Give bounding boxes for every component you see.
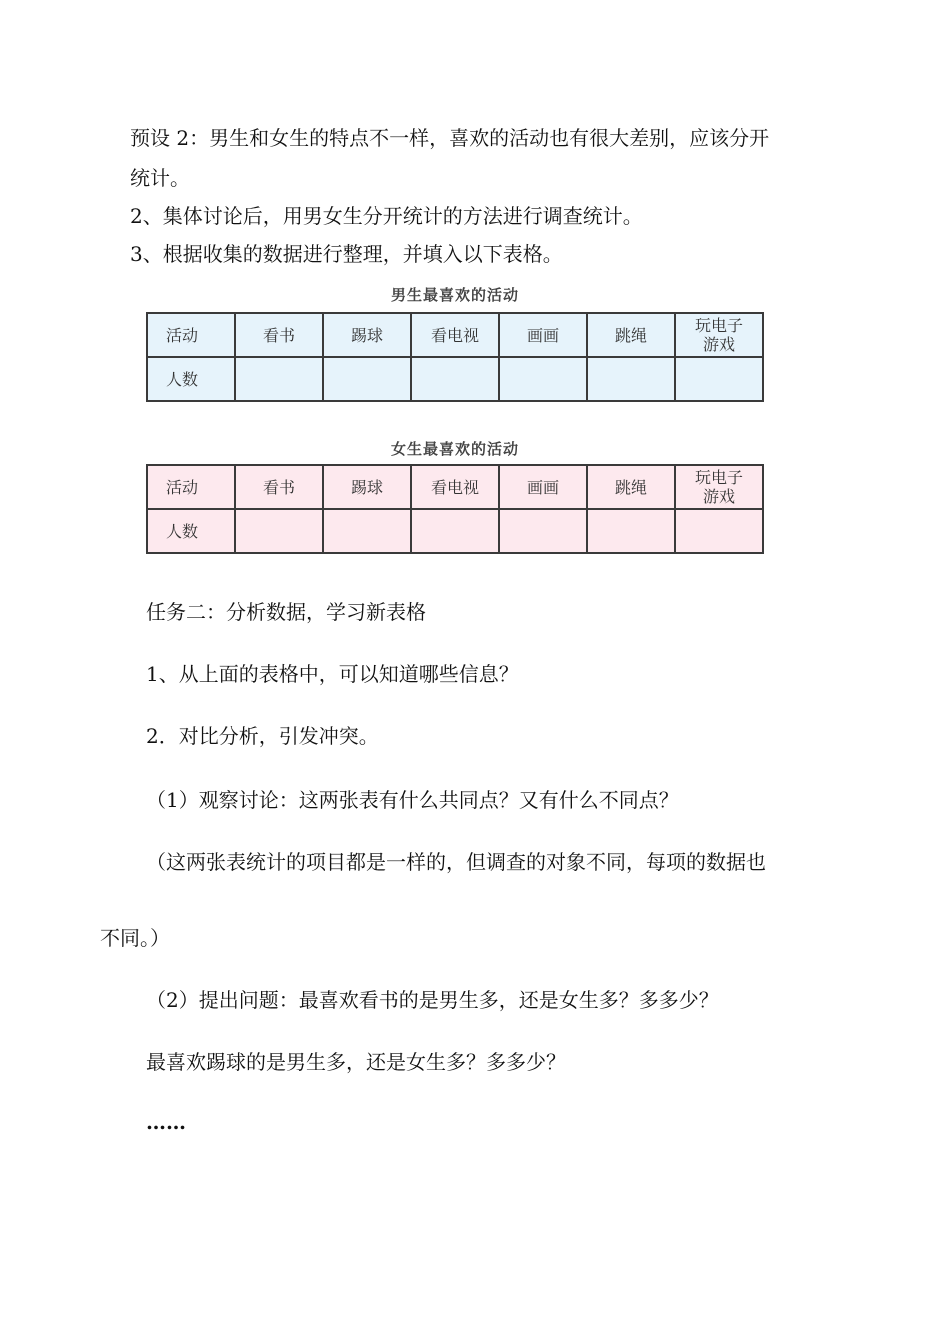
input-cell[interactable] — [499, 357, 587, 401]
table-cell: 看书 — [235, 313, 323, 357]
girls-activity-table — [146, 464, 764, 554]
input-cell[interactable] — [411, 357, 499, 401]
table-cell: 活动 — [147, 465, 235, 509]
table-cell: 人数 — [147, 509, 235, 553]
girls-table-title: 女生最喜欢的活动 — [390, 440, 519, 458]
input-cell[interactable] — [323, 509, 411, 553]
paragraph-step3: 3、根据收集的数据进行整理，并填入以下表格。 — [130, 242, 563, 266]
question-2: 2．对比分析，引发冲突。 — [146, 724, 379, 748]
table-cell: 玩电子游戏 — [675, 465, 763, 509]
input-cell[interactable] — [587, 357, 675, 401]
input-cell[interactable] — [675, 509, 763, 553]
input-cell[interactable] — [235, 357, 323, 401]
input-cell[interactable] — [235, 509, 323, 553]
paragraph-step2: 2、集体讨论后，用男女生分开统计的方法进行调查统计。 — [130, 204, 643, 228]
table-cell: 跳绳 — [587, 465, 675, 509]
table-cell: 踢球 — [323, 465, 411, 509]
paragraph-preset2: 预设 2：男生和女生的特点不一样，喜欢的活动也有很大差别，应该分开 — [130, 126, 770, 150]
input-cell[interactable] — [411, 509, 499, 553]
ellipsis: …… — [146, 1110, 186, 1134]
boys-activity-table — [146, 312, 764, 402]
answer-text: （这两张表统计的项目都是一样的，但调查的对象不同，每项的数据也 — [146, 850, 766, 874]
boys-table-title: 男生最喜欢的活动 — [390, 286, 519, 304]
table-row — [147, 313, 763, 357]
ask-question-2: 最喜欢踢球的是男生多，还是女生多？多多少？ — [146, 1050, 566, 1074]
paragraph-preset2-cont: 统计。 — [130, 166, 190, 190]
table-row — [147, 357, 763, 401]
input-cell[interactable] — [675, 357, 763, 401]
answer-text-cont: 不同。） — [100, 926, 170, 950]
input-cell[interactable] — [499, 509, 587, 553]
table-cell: 看电视 — [411, 313, 499, 357]
ask-question-1: （2）提出问题：最喜欢看书的是男生多，还是女生多？多多少？ — [146, 988, 719, 1012]
task2-heading: 任务二：分析数据，学习新表格 — [146, 600, 426, 624]
table-cell: 跳绳 — [587, 313, 675, 357]
table-cell: 玩电子游戏 — [675, 313, 763, 357]
table-cell: 看电视 — [411, 465, 499, 509]
table-cell: 画画 — [499, 465, 587, 509]
observe-discuss: （1）观察讨论：这两张表有什么共同点？又有什么不同点？ — [146, 788, 679, 812]
input-cell[interactable] — [323, 357, 411, 401]
table-row — [147, 509, 763, 553]
input-cell[interactable] — [587, 509, 675, 553]
table-cell: 人数 — [147, 357, 235, 401]
table-cell: 踢球 — [323, 313, 411, 357]
table-cell: 活动 — [147, 313, 235, 357]
table-row — [147, 465, 763, 509]
table-cell: 看书 — [235, 465, 323, 509]
table-cell: 画画 — [499, 313, 587, 357]
question-1: 1、从上面的表格中，可以知道哪些信息？ — [146, 662, 519, 686]
